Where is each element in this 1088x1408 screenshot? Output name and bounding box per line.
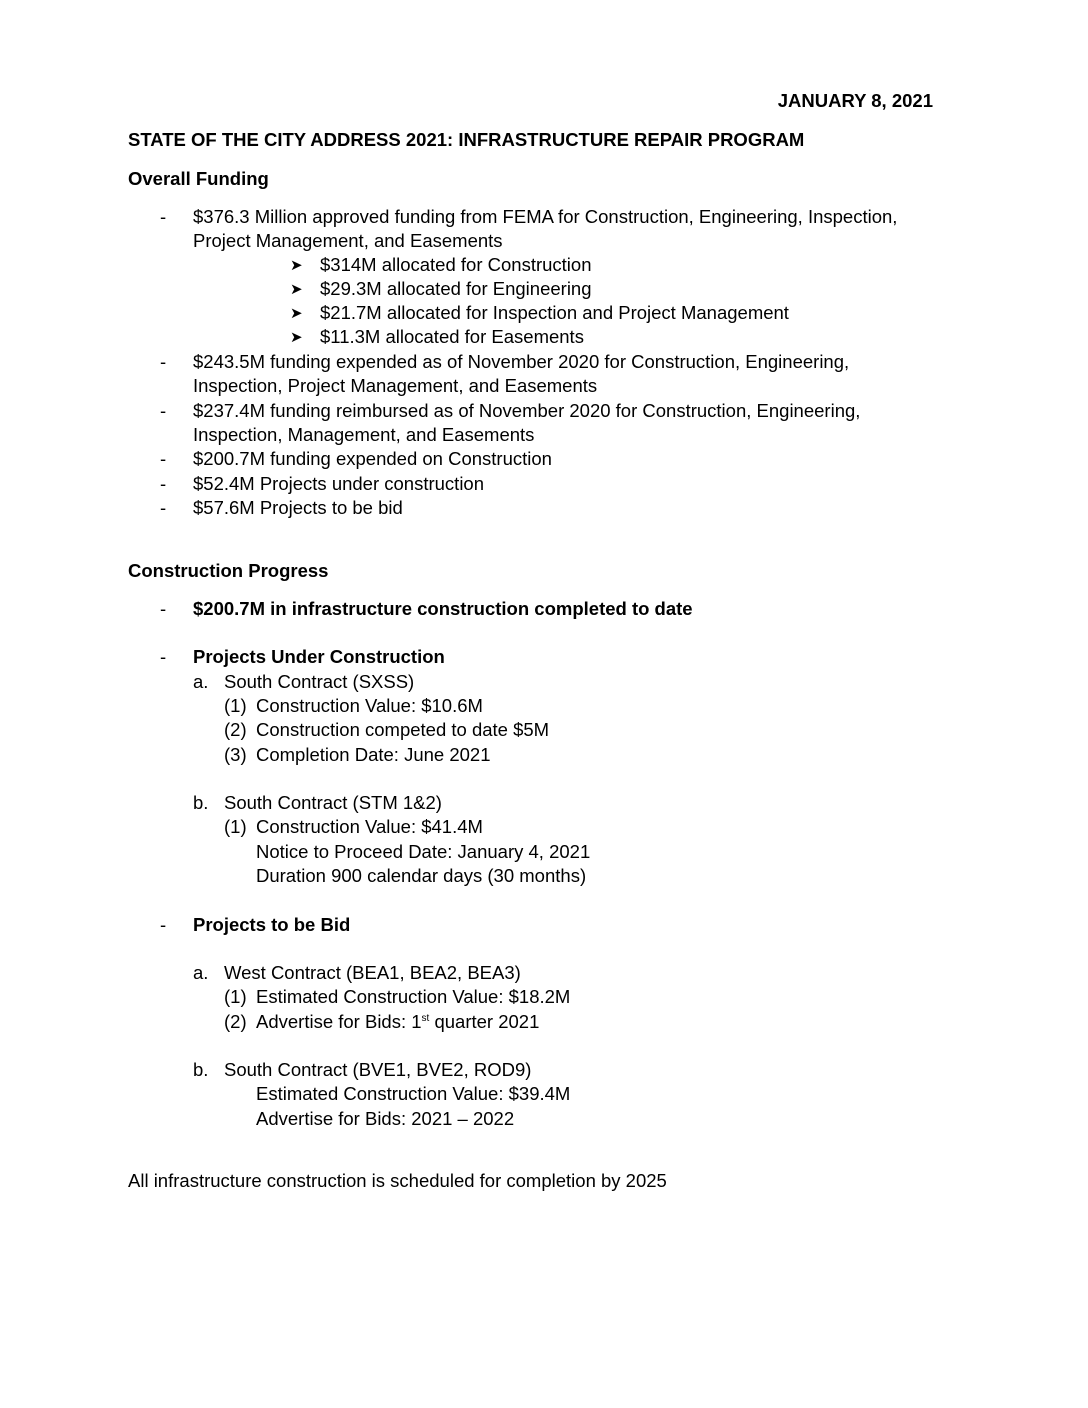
- detail-marker: (1): [224, 816, 247, 837]
- project-marker: b.: [193, 792, 209, 813]
- detail-marker: (1): [224, 986, 247, 1007]
- subheading-projects-under-construction: Projects Under Construction: [193, 646, 445, 667]
- dash-bullet: -: [160, 400, 167, 421]
- list-item-text: $52.4M Projects under construction: [193, 473, 485, 494]
- detail-text: [256, 1010, 539, 1034]
- dash-bullet: -: [160, 914, 167, 935]
- section-heading-construction-progress: Construction Progress: [128, 560, 329, 581]
- dash-bullet: -: [160, 497, 167, 518]
- arrow-bullet-icon: ➤: [290, 257, 303, 274]
- detail-text: Construction competed to date $5M: [256, 719, 550, 740]
- project-name: South Contract (BVE1, BVE2, ROD9): [224, 1059, 532, 1080]
- detail-text: Notice to Proceed Date: January 4, 2021: [256, 841, 591, 862]
- detail-marker: (3): [224, 744, 247, 765]
- dash-bullet: -: [160, 448, 167, 469]
- dash-bullet: -: [160, 598, 167, 619]
- document-title: STATE OF THE CITY ADDRESS 2021: INFRASTRUCTURE REPAIR PROGRAM: [128, 129, 805, 150]
- detail-text: Construction Value: $41.4M: [256, 816, 483, 837]
- subheading-projects-to-be-bid: Projects to be Bid: [193, 914, 351, 935]
- list-item-text: Project Management, and Easements: [193, 230, 503, 251]
- document-date: JANUARY 8, 2021: [777, 90, 933, 111]
- dash-bullet: -: [160, 646, 167, 667]
- project-marker: b.: [193, 1059, 209, 1080]
- list-item-text: Inspection, Management, and Easements: [193, 424, 535, 445]
- dash-bullet: -: [160, 351, 167, 372]
- ordinal-suffix: st: [421, 1013, 430, 1024]
- detail-text: Construction Value: $10.6M: [256, 695, 483, 716]
- sublist-item: $314M allocated for Construction: [320, 254, 592, 275]
- footer-note: All infrastructure construction is scheduled for completion by 2025: [128, 1170, 667, 1191]
- project-name: West Contract (BEA1, BEA2, BEA3): [224, 962, 521, 983]
- project-name: South Contract (SXSS): [224, 671, 415, 692]
- project-marker: a.: [193, 962, 209, 983]
- detail-text: Duration 900 calendar days (30 months): [256, 865, 587, 886]
- detail-text-before: Advertise for Bids: 1: [256, 1011, 422, 1032]
- detail-marker: (2): [224, 719, 247, 740]
- detail-text: Estimated Construction Value: $18.2M: [256, 986, 571, 1007]
- arrow-bullet-icon: ➤: [290, 329, 303, 346]
- detail-text: Completion Date: June 2021: [256, 744, 491, 765]
- list-item-text: $376.3 Million approved funding from FEMA for Construction, Engineering, Inspection,: [193, 206, 898, 227]
- project-name: South Contract (STM 1&2): [224, 792, 442, 813]
- detail-marker: (1): [224, 695, 247, 716]
- section-heading-overall-funding: Overall Funding: [128, 168, 269, 189]
- sublist-item: $29.3M allocated for Engineering: [320, 278, 592, 299]
- completed-summary: $200.7M in infrastructure construction completed to date: [193, 598, 693, 619]
- list-item-text: Inspection, Project Management, and Easements: [193, 375, 598, 396]
- list-item-text: $200.7M funding expended on Construction: [193, 448, 552, 469]
- arrow-bullet-icon: ➤: [290, 281, 303, 298]
- list-item-text: $57.6M Projects to be bid: [193, 497, 403, 518]
- sublist-item: $21.7M allocated for Inspection and Project Management: [320, 302, 789, 323]
- list-item-text: $243.5M funding expended as of November 2020 for Construction, Engineering,: [193, 351, 850, 372]
- arrow-bullet-icon: ➤: [290, 305, 303, 322]
- detail-text: Advertise for Bids: 2021 – 2022: [256, 1108, 515, 1129]
- project-marker: a.: [193, 671, 209, 692]
- dash-bullet: -: [160, 206, 167, 227]
- dash-bullet: -: [160, 473, 167, 494]
- list-item-text: $237.4M funding reimbursed as of November 2020 for Construction, Engineering,: [193, 400, 861, 421]
- detail-text: Estimated Construction Value: $39.4M: [256, 1083, 571, 1104]
- detail-marker: (2): [224, 1011, 247, 1032]
- sublist-item: $11.3M allocated for Easements: [320, 326, 584, 347]
- detail-text-after: quarter 2021: [429, 1011, 540, 1032]
